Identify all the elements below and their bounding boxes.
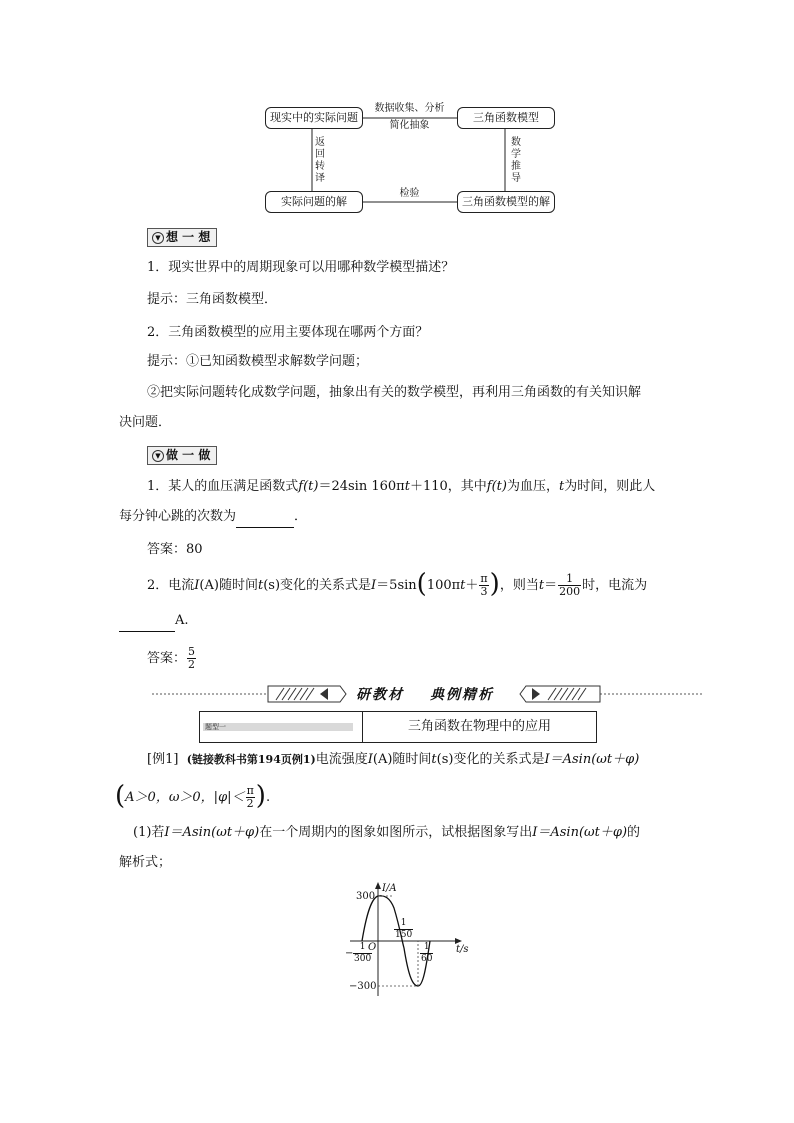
edge-label-translate-4: 译 (315, 173, 325, 184)
denominator: 2 (188, 658, 196, 671)
sine-graph (330, 878, 490, 1000)
answer-blank (236, 507, 294, 528)
edge-label-translate-1: 返 (315, 137, 325, 148)
think-answer-2-line2: ②把实际问题转化成数学问题，抽象出有关的数学模型，再利用三角函数的有关知识解 (147, 385, 642, 400)
do-problem-2-line2 (119, 611, 189, 632)
text: ＝5sin (376, 578, 417, 593)
example-line2: (A＞0，ω＞0，|φ|＜ $\frac{\pi}{2}$ ). (115, 781, 271, 811)
text: 时，电流为 (582, 578, 648, 593)
text: ． (294, 509, 308, 524)
think-answer-2-line3: 决问题． (119, 415, 172, 430)
y-max-label: 300 (356, 891, 376, 902)
edge-label-translate-3: 转 (315, 161, 325, 172)
text: 在一个周期内的图象如图所示，试根据图象写出 (259, 825, 533, 840)
example-line4: 解析式； (119, 855, 172, 870)
do-tag-label: 做 一 做 (166, 448, 211, 462)
edge-label-collect: 数据收集、分析 (374, 103, 445, 114)
numerator: 1 (420, 942, 433, 954)
text: ＝ (544, 578, 558, 593)
think-answer-2-line1: 提示：①已知函数模型求解数学问题； (147, 354, 369, 369)
topic-tab-number: 题型一 (205, 723, 226, 731)
think-tag-label: 想 一 想 (166, 230, 211, 244)
math-formula: I＝Asin(ωt＋φ) (544, 752, 640, 767)
math-t: t (558, 479, 565, 494)
edge-label-translate-2: 回 (315, 149, 325, 160)
math-t: t (431, 752, 437, 767)
conditions: A＞0，ω＞0，|φ|＜ (125, 790, 245, 805)
chevron-down-icon: ▼ (152, 232, 164, 244)
neg-sign: − (345, 948, 354, 959)
box-real-problem: 现实中的实际问题 (265, 107, 363, 129)
numerator: 1 (353, 942, 372, 954)
box-trig-model: 三角函数模型 (457, 107, 555, 129)
left-paren: ( (115, 781, 126, 811)
fraction-pi-over-3 (479, 573, 488, 598)
text: 1．某人的血压满足函数式 (147, 479, 299, 494)
example-line1 (147, 750, 639, 770)
think-answer-1: 提示：三角函数模型． (147, 292, 278, 307)
fraction-pi-over-2 (246, 785, 255, 810)
math-I: I (194, 578, 200, 593)
math-formula: I＝Asin(ωt＋φ) (164, 825, 260, 840)
y-axis-label: I/A (382, 883, 397, 894)
text: (s)变化的关系式是 (263, 578, 372, 593)
text: ＝24sin 160π (318, 479, 405, 494)
edge-label-derive-2: 学 (511, 149, 521, 160)
left-paren: ( (416, 569, 427, 599)
text: A. (175, 613, 189, 628)
banner-title-left: 研教材 (356, 687, 404, 703)
text: (A)随时间 (199, 578, 258, 593)
fraction-1-over-200 (558, 573, 581, 598)
tick-neg-1-300 (353, 942, 372, 965)
numerator: π (480, 572, 488, 585)
example-line3 (133, 823, 640, 843)
text: 为血压， (506, 479, 559, 494)
math-t: t (538, 578, 545, 593)
numerator: 5 (188, 645, 196, 658)
text: 100π (426, 578, 461, 593)
tick-1-150 (394, 918, 413, 941)
text: ，则当 (499, 578, 539, 593)
denominator: 2 (246, 797, 254, 810)
origin-label: O (368, 942, 377, 953)
denominator: 200 (559, 585, 581, 598)
math-f: f(t) (298, 479, 319, 494)
text: 为时间，则此人 (564, 479, 656, 494)
answer-blank (119, 611, 175, 632)
box-real-solution: 实际问题的解 (265, 191, 363, 213)
math-t: t (460, 578, 466, 593)
think-question-2: 2．三角函数模型的应用主要体现在哪两个方面？ (147, 325, 429, 340)
text: (A)随时间 (372, 752, 432, 767)
text: ＋ (465, 578, 479, 593)
denominator: 3 (480, 585, 488, 598)
denominator: 300 (354, 954, 372, 964)
numerator: 1 (394, 918, 413, 930)
example-label: [例1] (147, 752, 179, 767)
text: (1)若 (133, 825, 165, 840)
do-problem-2-line1 (147, 566, 647, 602)
denominator: 150 (395, 930, 413, 940)
box-trig-solution: 三角函数模型的解 (457, 191, 555, 213)
math-t: t (257, 578, 264, 593)
do-problem-1-line2 (119, 507, 307, 528)
topic-tab (199, 711, 597, 743)
example-reference: (链接教科书第194页例1) (186, 753, 316, 766)
edge-label-derive-3: 推 (511, 161, 521, 172)
math-f: f(t) (486, 479, 507, 494)
tick-1-60 (420, 942, 433, 965)
numerator: 1 (558, 573, 581, 586)
edge-label-verify: 检验 (399, 188, 420, 199)
banner-title-right: 典例精析 (430, 687, 494, 703)
edge-label-abstract: 简化抽象 (389, 120, 430, 131)
chevron-down-icon: ▼ (152, 450, 164, 462)
math-I: I (367, 752, 373, 767)
edge-label-derive-4: 导 (511, 173, 521, 184)
do-problem-1-line1 (147, 477, 655, 497)
denominator: 60 (421, 954, 433, 964)
do-answer-2 (147, 641, 197, 677)
do-answer-1: 答案：80 (147, 542, 203, 557)
think-question-1: 1．现实世界中的周期现象可以用哪种数学模型描述？ (147, 260, 455, 275)
do-tag (147, 446, 217, 465)
right-paren: ) (489, 569, 500, 599)
numerator: π (246, 784, 254, 797)
text: 答案： (147, 651, 187, 666)
edge-label-derive-1: 数 (511, 137, 521, 148)
math-I: I (371, 578, 377, 593)
text: 的 (627, 825, 641, 840)
text: (s)变化的关系式是 (436, 752, 545, 767)
math-formula: I＝Asin(ωt＋φ) (532, 825, 628, 840)
right-paren: ) (255, 781, 266, 811)
fraction-5-over-2 (187, 646, 196, 671)
text: 每分钟心跳的次数为 (119, 509, 237, 524)
y-min-label: −300 (349, 981, 377, 992)
text: ＋110，其中 (409, 479, 487, 494)
text: 电流强度 (315, 752, 368, 767)
math-t: t (404, 479, 410, 494)
topic-tab-title: 三角函数在物理中的应用 (407, 719, 551, 734)
x-axis-label: t/s (456, 944, 469, 955)
think-tag (147, 228, 217, 247)
text: 2．电流 (147, 578, 195, 593)
